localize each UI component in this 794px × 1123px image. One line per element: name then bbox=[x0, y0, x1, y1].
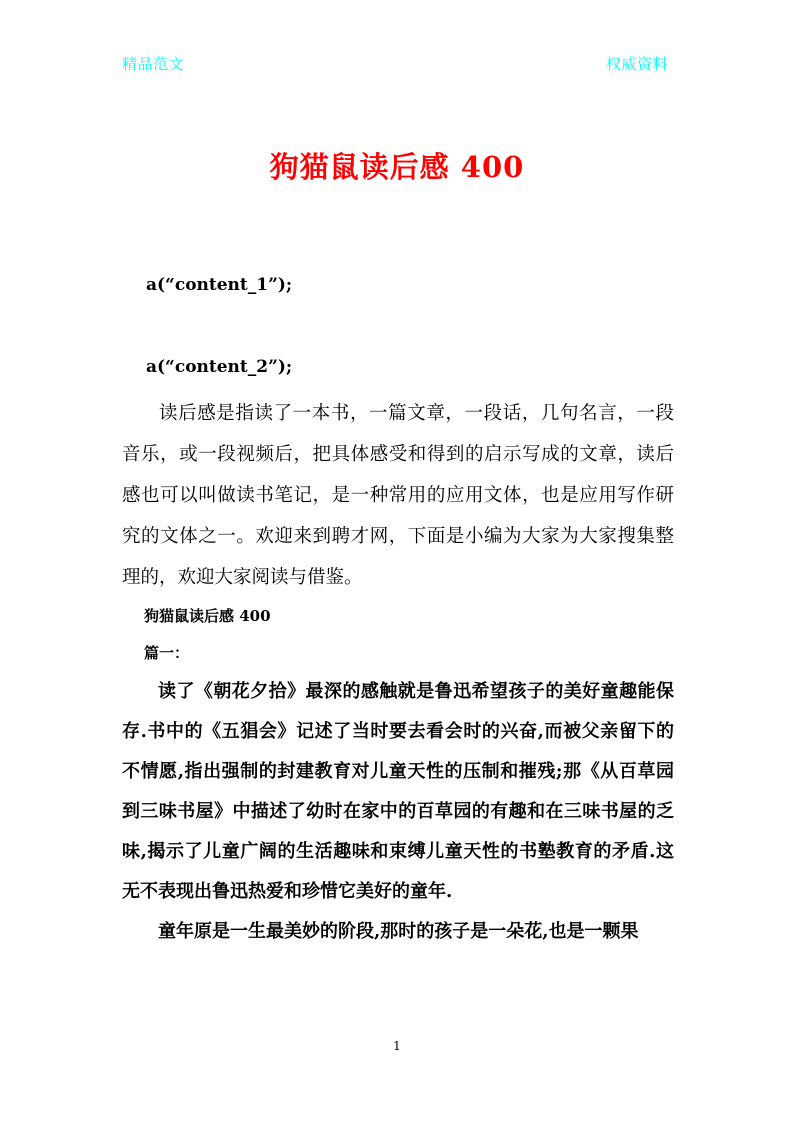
code-snippet-content-2: a(“content_2”); bbox=[146, 357, 293, 377]
page-number: 1 bbox=[393, 1039, 401, 1053]
document-content bbox=[122, 265, 674, 952]
running-header bbox=[122, 57, 672, 72]
header-right-text: 权威资料 bbox=[605, 55, 668, 73]
body-paragraph-1: 读了《朝花夕拾》最深的感触就是鲁迅希望孩子的美好童趣能保存.书中的《五猖会》记述了当时要去看会时的兴奋,而被父亲留下的不情愿,指出强制的封建教育对儿童天性的压制和摧残;那《从百草园到三味书屋》中描述了幼时在家中的百草园的有趣和在三味书屋的乏味,揭示了儿童广阔的生活趣味和束缚儿童天性的书塾教育的矛盾.这无不表现出鲁迅热爱和珍惜它美好的童年. bbox=[122, 681, 674, 902]
page-title: 狗猫鼠读后感 400 bbox=[269, 150, 525, 184]
header-left-text: 精品范文 bbox=[122, 55, 185, 73]
intro-paragraph: 读后感是指读了一本书，一篇文章，一段话，几句名言，一段音乐，或一段视频后，把具体感受和得到的启示写成的文章，读后感也可以叫做读书笔记，是一种常用的应用文体，也是应用写作研究的文体之一。欢迎来到聘才网，下面是小编为大家为大家搜集整理的，欢迎大家阅读与借鉴。 bbox=[122, 403, 674, 588]
body-paragraph-2: 童年原是一生最美妙的阶段,那时的孩子是一朵花,也是一颗果 bbox=[158, 921, 639, 942]
section-label-pian-yi: 篇一： bbox=[144, 644, 190, 662]
article-subtitle: 狗猫鼠读后感 400 bbox=[144, 607, 271, 625]
code-snippet-content-1: a(“content_1”); bbox=[146, 275, 293, 295]
